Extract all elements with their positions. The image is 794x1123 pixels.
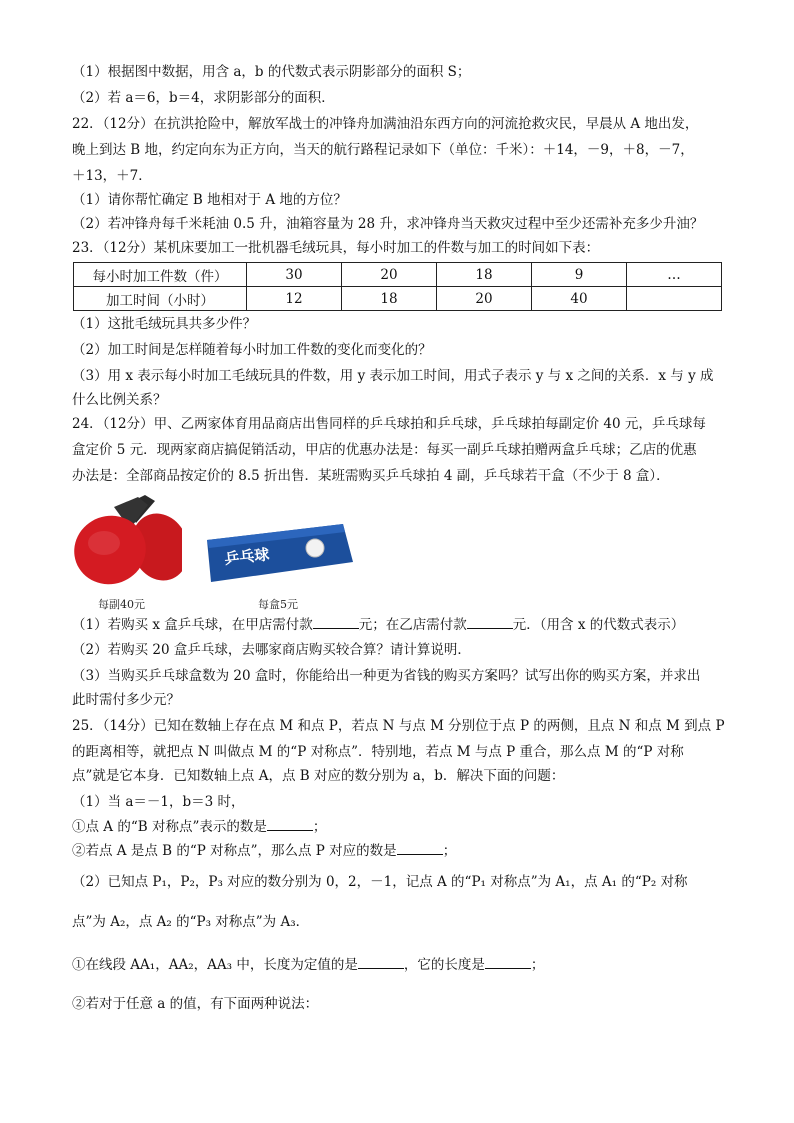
table-cell: 20 [437,287,532,311]
table-header-cell: 加工时间（小时） [74,287,247,311]
q24-stem-line3: 办法是：全部商品按定价的 8.5 折出售．某班需购买乒乓球拍 4 副，乒乓球若干盒（不少于 8 盒）． [72,468,670,484]
q22-stem-line2: 晚上到达 B 地，约定向东为正方向，当天的航行路程记录如下（单位：千米）：＋14，－9，＋8，－7， [72,142,694,158]
table-cell: 18 [342,287,437,311]
table-row [74,287,722,311]
q25-sub1-part1: ①点 A 的“B 对称点”表示的数是 ； [72,816,326,837]
answer-blank [467,614,513,629]
ping-pong-ball-box-image [205,522,355,584]
answer-blank [358,954,404,969]
q23-stem: 23．（12分）某机床要加工一批机器毛绒玩具，每小时加工的件数与加工的时间如下表： [72,240,600,256]
q25-sub2-part1: ①在线段 AA₁，AA₂，AA₃ 中，长度为定值的是 ，它的长度是 ； [72,954,544,975]
q23-sub2: （2）加工时间是怎样随着每小时加工件数的变化而变化的？ [72,342,432,358]
q25-sub2-line1: （2）已知点 P₁，P₂，P₃ 对应的数分别为 0，2，－1，记点 A 的“P₁ 对称点”为 A₁，点 A₁ 的“P₂ 对称 [72,874,688,890]
q25-sub2-part2: ②若对于任意 a 的值，有下面两种说法： [72,996,319,1012]
answer-blank [485,954,531,969]
table-tennis-paddles-image [70,495,182,587]
q25-sub2-line2: 点”为 A₂，点 A₂ 的“P₃ 对称点”为 A₃． [72,914,310,930]
q22-stem-line3: ＋13，＋7． [72,168,152,184]
q22-sub1: （1）请你帮忙确定 B 地相对于 A 地的方位？ [72,192,347,208]
work-table [73,262,722,311]
q21-sub1: （1）根据图中数据，用含 a，b 的代数式表示阴影部分的面积 S； [72,64,471,80]
q24-sub3-line2: 此时需付多少元？ [72,692,180,708]
table-row [74,263,722,287]
ball-box-price-caption: 每盒5元 [258,598,298,611]
q21-sub2: （2）若 a＝6，b＝4，求阴影部分的面积． [72,90,335,106]
table-cell: … [627,263,722,287]
q24-sub1: （1）若购买 x 盒乒乓球，在甲店需付款 元；在乙店需付款 元．（用含 x 的代数式表示） [72,614,684,635]
answer-blank [267,816,313,831]
box-label: 乒乓球 [223,545,271,568]
table-cell: 12 [247,287,342,311]
table-cell: 30 [247,263,342,287]
table-cell [627,287,722,311]
table-cell: 40 [532,287,627,311]
table-cell: 20 [342,263,437,287]
q23-sub3-line1: （3）用 x 表示每小时加工毛绒玩具的件数，用 y 表示加工时间，用式子表示 y 与 x 之间的关系．x 与 y 成 [72,368,714,384]
q24-stem-line2: 盒定价 5 元．现两家商店搞促销活动，甲店的优惠办法是：每买一副乒乓球拍赠两盒乒乓球；乙店的优惠 [72,442,697,458]
paddle-price-caption: 每副40元 [98,598,145,611]
q24-sub3-line1: （3）当购买乒乓球盒数为 20 盒时，你能给出一种更为省钱的购买方案吗？试写出你的购买方案，并求出 [72,668,701,684]
q25-sub1-part2: ②若点 A 是点 B 的“P 对称点”，那么点 P 对应的数是 ； [72,840,456,861]
q25-stem-line1: 25．（14分）已知在数轴上存在点 M 和点 P，若点 N 与点 M 分别位于点 P 的两侧，且点 N 和点 M 到点 P [72,718,725,734]
q22-sub2: （2）若冲锋舟每千米耗油 0.5 升，油箱容量为 28 升，求冲锋舟当天救灾过程中至少还需补充多少升油？ [72,216,704,232]
q25-stem-line2: 的距离相等，就把点 N 叫做点 M 的“P 对称点”．特别地，若点 M 与点 P 重合，那么点 M 的“P 对称 [72,744,684,760]
answer-blank [397,840,443,855]
q25-sub1: （1）当 a＝－1，b＝3 时， [72,794,245,810]
answer-blank [313,614,359,629]
q25-stem-line3: 点”就是它本身．已知数轴上点 A，点 B 对应的数分别为 a，b．解决下面的问题： [72,768,565,784]
q23-sub1: （1）这批毛绒玩具共多少件？ [72,316,257,332]
q23-sub3-line2: 什么比例关系？ [72,392,167,408]
q24-stem-line1: 24．（12分）甲、乙两家体育用品商店出售同样的乒乓球拍和乒乓球，乒乓球拍每副定价 40 元，乒乓球每 [72,416,706,432]
q22-stem-line1: 22．（12分）在抗洪抢险中，解放军战士的冲锋舟加满油沿东西方向的河流抢救灾民，早晨从 A 地出发， [72,116,699,132]
q24-sub2: （2）若购买 20 盒乒乓球，去哪家商店购买较合算？请计算说明． [72,642,471,658]
table-cell: 18 [437,263,532,287]
table-cell: 9 [532,263,627,287]
table-header-cell: 每小时加工件数（件） [74,263,247,287]
